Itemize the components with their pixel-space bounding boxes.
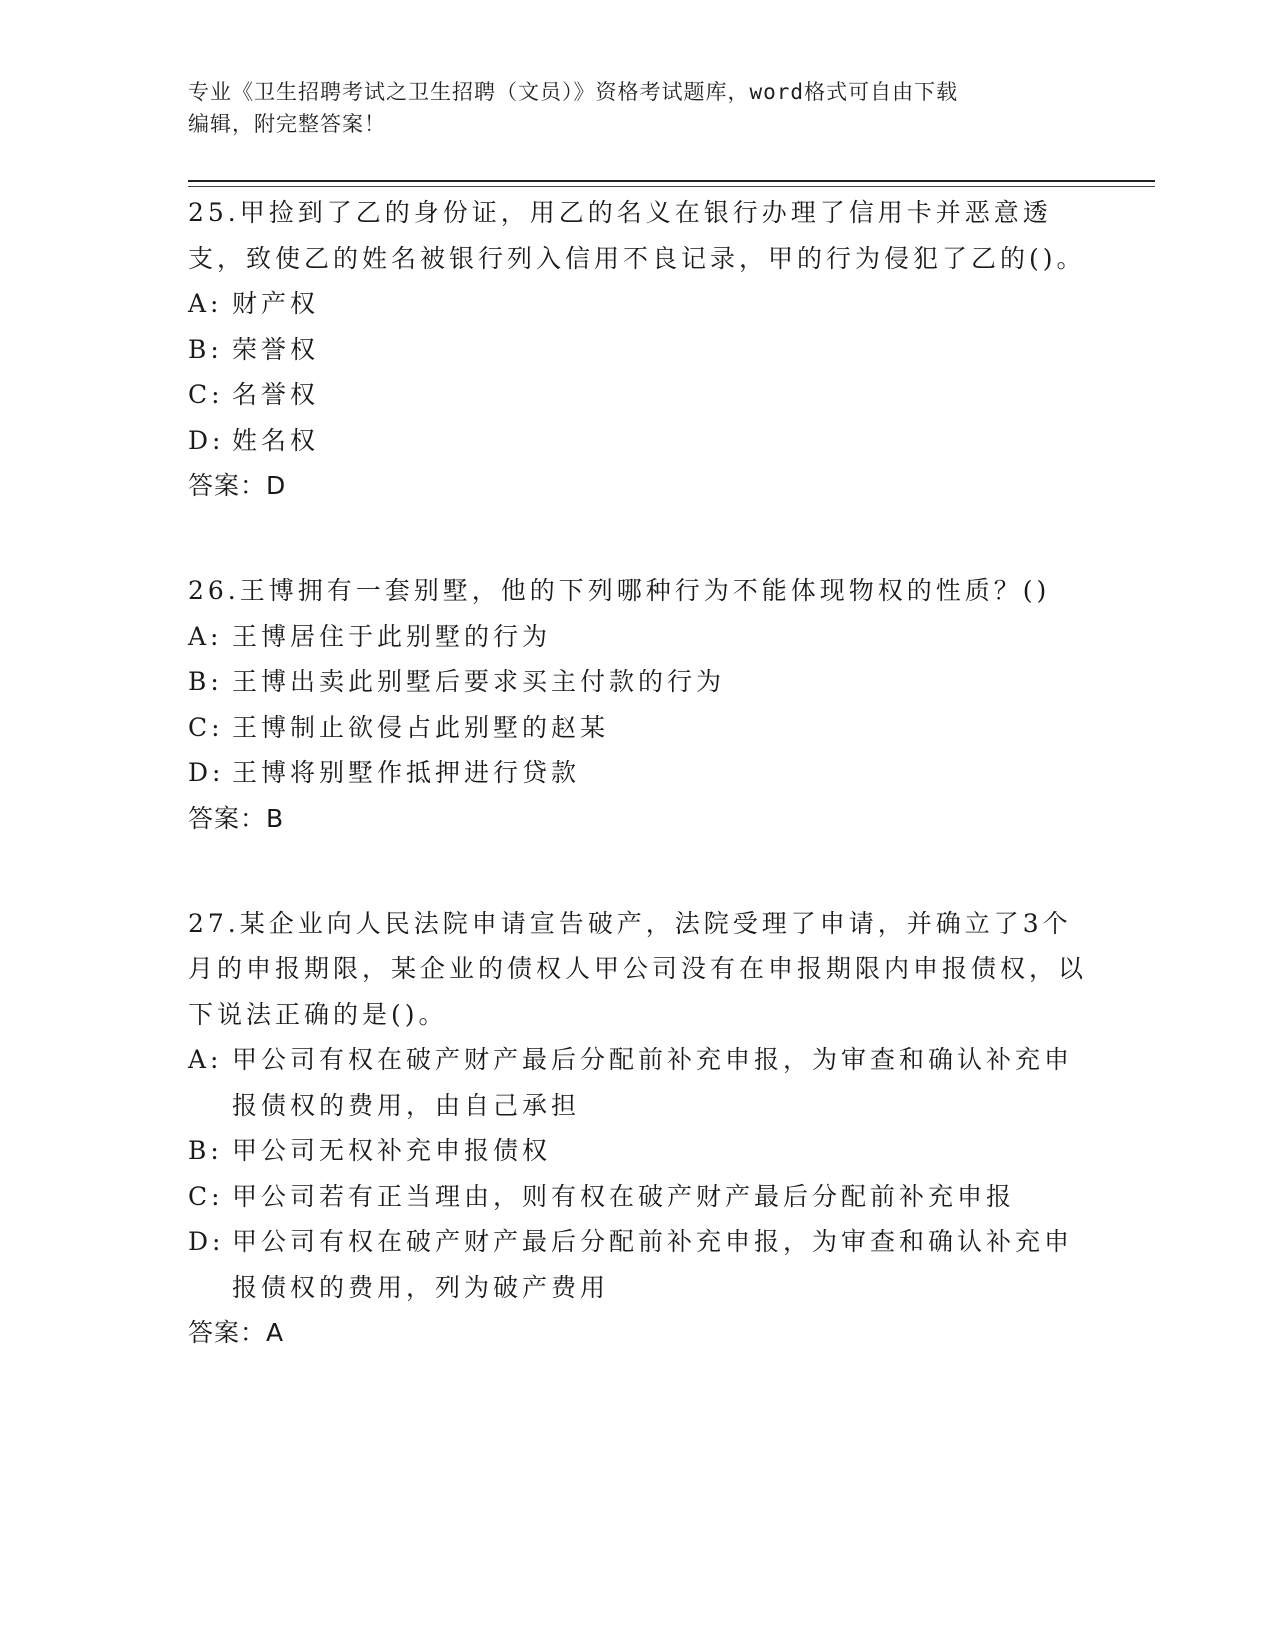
- option-a: [188, 1037, 1088, 1128]
- option-text: 财产权: [232, 289, 320, 318]
- option-letter: A:: [188, 621, 223, 651]
- option-letter: B:: [188, 334, 223, 364]
- option-letter: B:: [188, 667, 223, 696]
- option-a: [188, 614, 1088, 660]
- option-text: 甲公司无权补充申报债权: [232, 1136, 552, 1165]
- option-c: [188, 705, 1088, 751]
- option-text: 姓名权: [232, 425, 320, 455]
- question-stem: 26.王博拥有一套别墅，他的下列哪种行为不能体现物权的性质？(): [188, 576, 1051, 605]
- option-text: 王博制止欲侵占此别墅的赵某: [232, 712, 610, 742]
- option-text: 名誉权: [232, 380, 320, 409]
- option-text: 甲公司若有正当理由，则有权在破产财产最后分配前补充申报: [232, 1181, 1016, 1211]
- option-b: [188, 659, 1088, 705]
- option-c: [188, 1174, 1088, 1220]
- question-26: [188, 568, 1088, 841]
- option-b: [188, 1128, 1088, 1174]
- option-text: 甲公司有权在破产财产最后分配前补充申报，为审查和确认补充申报债权的费用，列为破产费用: [232, 1227, 1074, 1302]
- option-letter: C:: [188, 712, 224, 742]
- option-text: 王博居住于此别墅的行为: [232, 621, 552, 651]
- option-a: [188, 281, 1088, 327]
- option-d: [188, 1219, 1088, 1310]
- option-b: [188, 327, 1088, 373]
- question-stem: 27.某企业向人民法院申请宣告破产，法院受理了申请，并确立了3个月的申报期限，某企业的债权人甲公司没有在申报期限内申报债权，以下说法正确的是()。: [188, 908, 1088, 1029]
- option-d: [188, 750, 1088, 796]
- header-divider-thick: [188, 180, 1155, 182]
- option-letter: A:: [188, 289, 223, 318]
- option-text: 荣誉权: [232, 334, 320, 364]
- header-divider-thin: [188, 186, 1155, 187]
- option-letter: C:: [188, 380, 224, 409]
- option-text: 王博将别墅作抵押进行贷款: [232, 758, 581, 787]
- option-letter: D:: [188, 1227, 225, 1256]
- option-c: [188, 372, 1088, 418]
- option-text: 甲公司有权在破产财产最后分配前补充申报，为审查和确认补充申报债权的费用，由自己承担: [232, 1045, 1074, 1120]
- option-text: 王博出卖此别墅后要求买主付款的行为: [232, 667, 726, 696]
- question-stem: 25.甲捡到了乙的身份证，用乙的名义在银行办理了信用卡并恶意透支，致使乙的姓名被银行列入信用不良记录，甲的行为侵犯了乙的()。: [188, 198, 1086, 273]
- question-27: [188, 901, 1088, 1356]
- question-list: [188, 190, 1088, 1415]
- option-letter: A:: [188, 1045, 223, 1074]
- option-d: [188, 418, 1088, 464]
- header-line-1: 专业《卫生招聘考试之卫生招聘（文员）》资格考试题库，word格式可自由下载: [188, 80, 959, 104]
- answer-line: 答案：A: [188, 1318, 285, 1347]
- option-letter: D:: [188, 425, 225, 455]
- answer-line: 答案：B: [188, 803, 285, 833]
- document-header: [188, 76, 1088, 140]
- answer-line: 答案：D: [188, 471, 287, 500]
- header-line-2: 编辑，附完整答案！: [188, 112, 386, 136]
- option-letter: D:: [188, 758, 225, 787]
- option-letter: B:: [188, 1136, 223, 1165]
- question-25: [188, 190, 1088, 508]
- option-letter: C:: [188, 1181, 224, 1211]
